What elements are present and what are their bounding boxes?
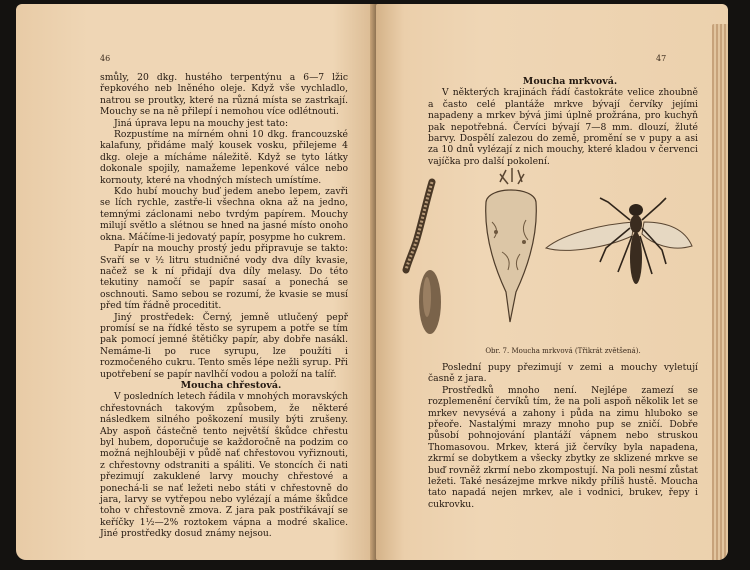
carrot-fly-illustration [396, 162, 696, 342]
fly-drawing [546, 198, 692, 284]
section-heading: Moucha mrkvová. [522, 76, 618, 87]
larva-drawing [406, 182, 432, 270]
section-heading: Moucha chřestová. [180, 379, 282, 391]
paragraph: Kdo hubí mouchy buď jedem anebo lepem, zavři se lích rychle, zastře-li všechna okna až na jedno, temnými záclonami nebo tvrdým papírem. Mouchy milují světlo a slétnou se hned na jasné místo onoho okna. Máčíme-li jedovatý papír, posypme ho cukrem. [100, 186, 348, 243]
figure-caption: Obr. 7. Moucha mrkvová (Třikrát zvětšená). [485, 347, 641, 355]
page-edges [712, 24, 728, 560]
paragraph: Rozpustíme na mírném ohni 10 dkg. francouzské kalafuny, přidáme malý kousek vosku, přilejeme 4 dkg. oleje a mícháme náležitě. Když se tyto látky dokonale spojily, namažeme lepenkové válce nebo kornouty, které na vhodných místech umístíme. [100, 129, 348, 186]
paragraph: Poslední pupy přezimují v zemi a mouchy vyletují časně z jara. [428, 362, 698, 385]
paragraph: Jiná úprava lepu na mouchy jest tato: [114, 117, 289, 129]
paragraph: Jiný prostředek: Černý, jemně utlučený pepř promísí se na řídké těsto se syrupem a potře se tím pak pomocí jemné štětičky papír, aby dobře nasákl. Nemáme-li po ruce syrupu, lze použíti i rozmočeného cukru. Tento směs lépe nežli syrup. Při upotřebení se papír navlhčí vodou a položí na talíř. [100, 311, 348, 380]
open-book [4, 4, 746, 564]
right-page-text-top [428, 76, 698, 167]
right-page [376, 4, 728, 560]
page-number-right: 47 [656, 54, 667, 63]
paragraph: smůly, 20 dkg. hustého terpentýnu a 6—7 lžic řepkového neb lněného oleje. Když vše vychladlo, natrou se proutky, které na různá místa se zastrkají. Mouchy se na ně přilepí i nemohou více odlétnouti. [100, 72, 348, 118]
paragraph: Papír na mouchy prostý jedu připravuje se takto: Svaří se v ½ litru studničné vody dva díly kvasie, načež se k ní přidají dva díly melasy. Do této tekutiny namočí se papír sasaí a ponechá se oschnouti. Samo sebou se rozumí, že kvasie se musí před tím řádně proceditit. [100, 243, 348, 312]
left-page [16, 4, 376, 560]
left-page-text [100, 72, 348, 540]
right-page-text-bottom [428, 362, 698, 510]
paragraph: V některých krajinách řádí častokráte velice zhoubně a často celé plantáže mrkve bývají červíky jejími napadeny a mrkev bývá jimi úplně prožrána, pro kuchyň pak nepotřebná. Červíci bývají 7—8 mm. dlouzí, žluté barvy. Dospělí zalezou do země, promění se v pupy a asi za 10 dnů vylézají z nich mouchy, které kladou v červenci vajíčka pro další pokolení. [428, 87, 698, 167]
page-number-left: 46 [100, 54, 111, 63]
paragraph: V posledních letech řádila v mnohých moravských chřestovnách takovým způsobem, že některé následkem silného poškození musily býti zrušeny. Aby aspoň částečně tento největší škůdce chřestu byl hubem, doporučuje se každoročně na podzim co možná nejhlouběji v půdě nať chřestovou vyřiznouti, z chřestovny odstraniti a spáliti. Ve stoncích či nati přezimují zakuklené larvy mouchy chřestové a ponechá-li se nať ležeti nebo státi v chřestovně do jara, larvy se vytřepou nebo vylézají a máme škůdce toho v chřestovně zmova. Z jara pak postřikávají se keříčky 1½—2% roztokem vápna a modré skalice. Jiné prostředky dosud známy nejsou. [100, 391, 348, 540]
pupa-drawing [419, 270, 441, 334]
carrot-drawing [486, 168, 537, 322]
paragraph: Prostředků mnoho není. Nejlépe zamezí se rozplemenění červíků tím, že na poli aspoň několik let se mrkev nevysévá a zahony i půda na zimu hluboko se přeoře. Nastalými mrazy mnoho pup se zničí. Dobře působí pohnojování plantáží vápnem nebo struskou Thomasovou. Mrkev, která již červíky byla napadena, zkrmí se dobytkem a všecky zbytky ze sklizené mrkve se buď rovněž zkrmí nebo zkompostují. Na poli nesmí zůstat ležeti. Také nesázejme mrkve nikdy příliš hustě. Moucha tato napadá nejen mrkev, ale i vodnici, brukev, řepy i cukrovku. [428, 384, 698, 510]
